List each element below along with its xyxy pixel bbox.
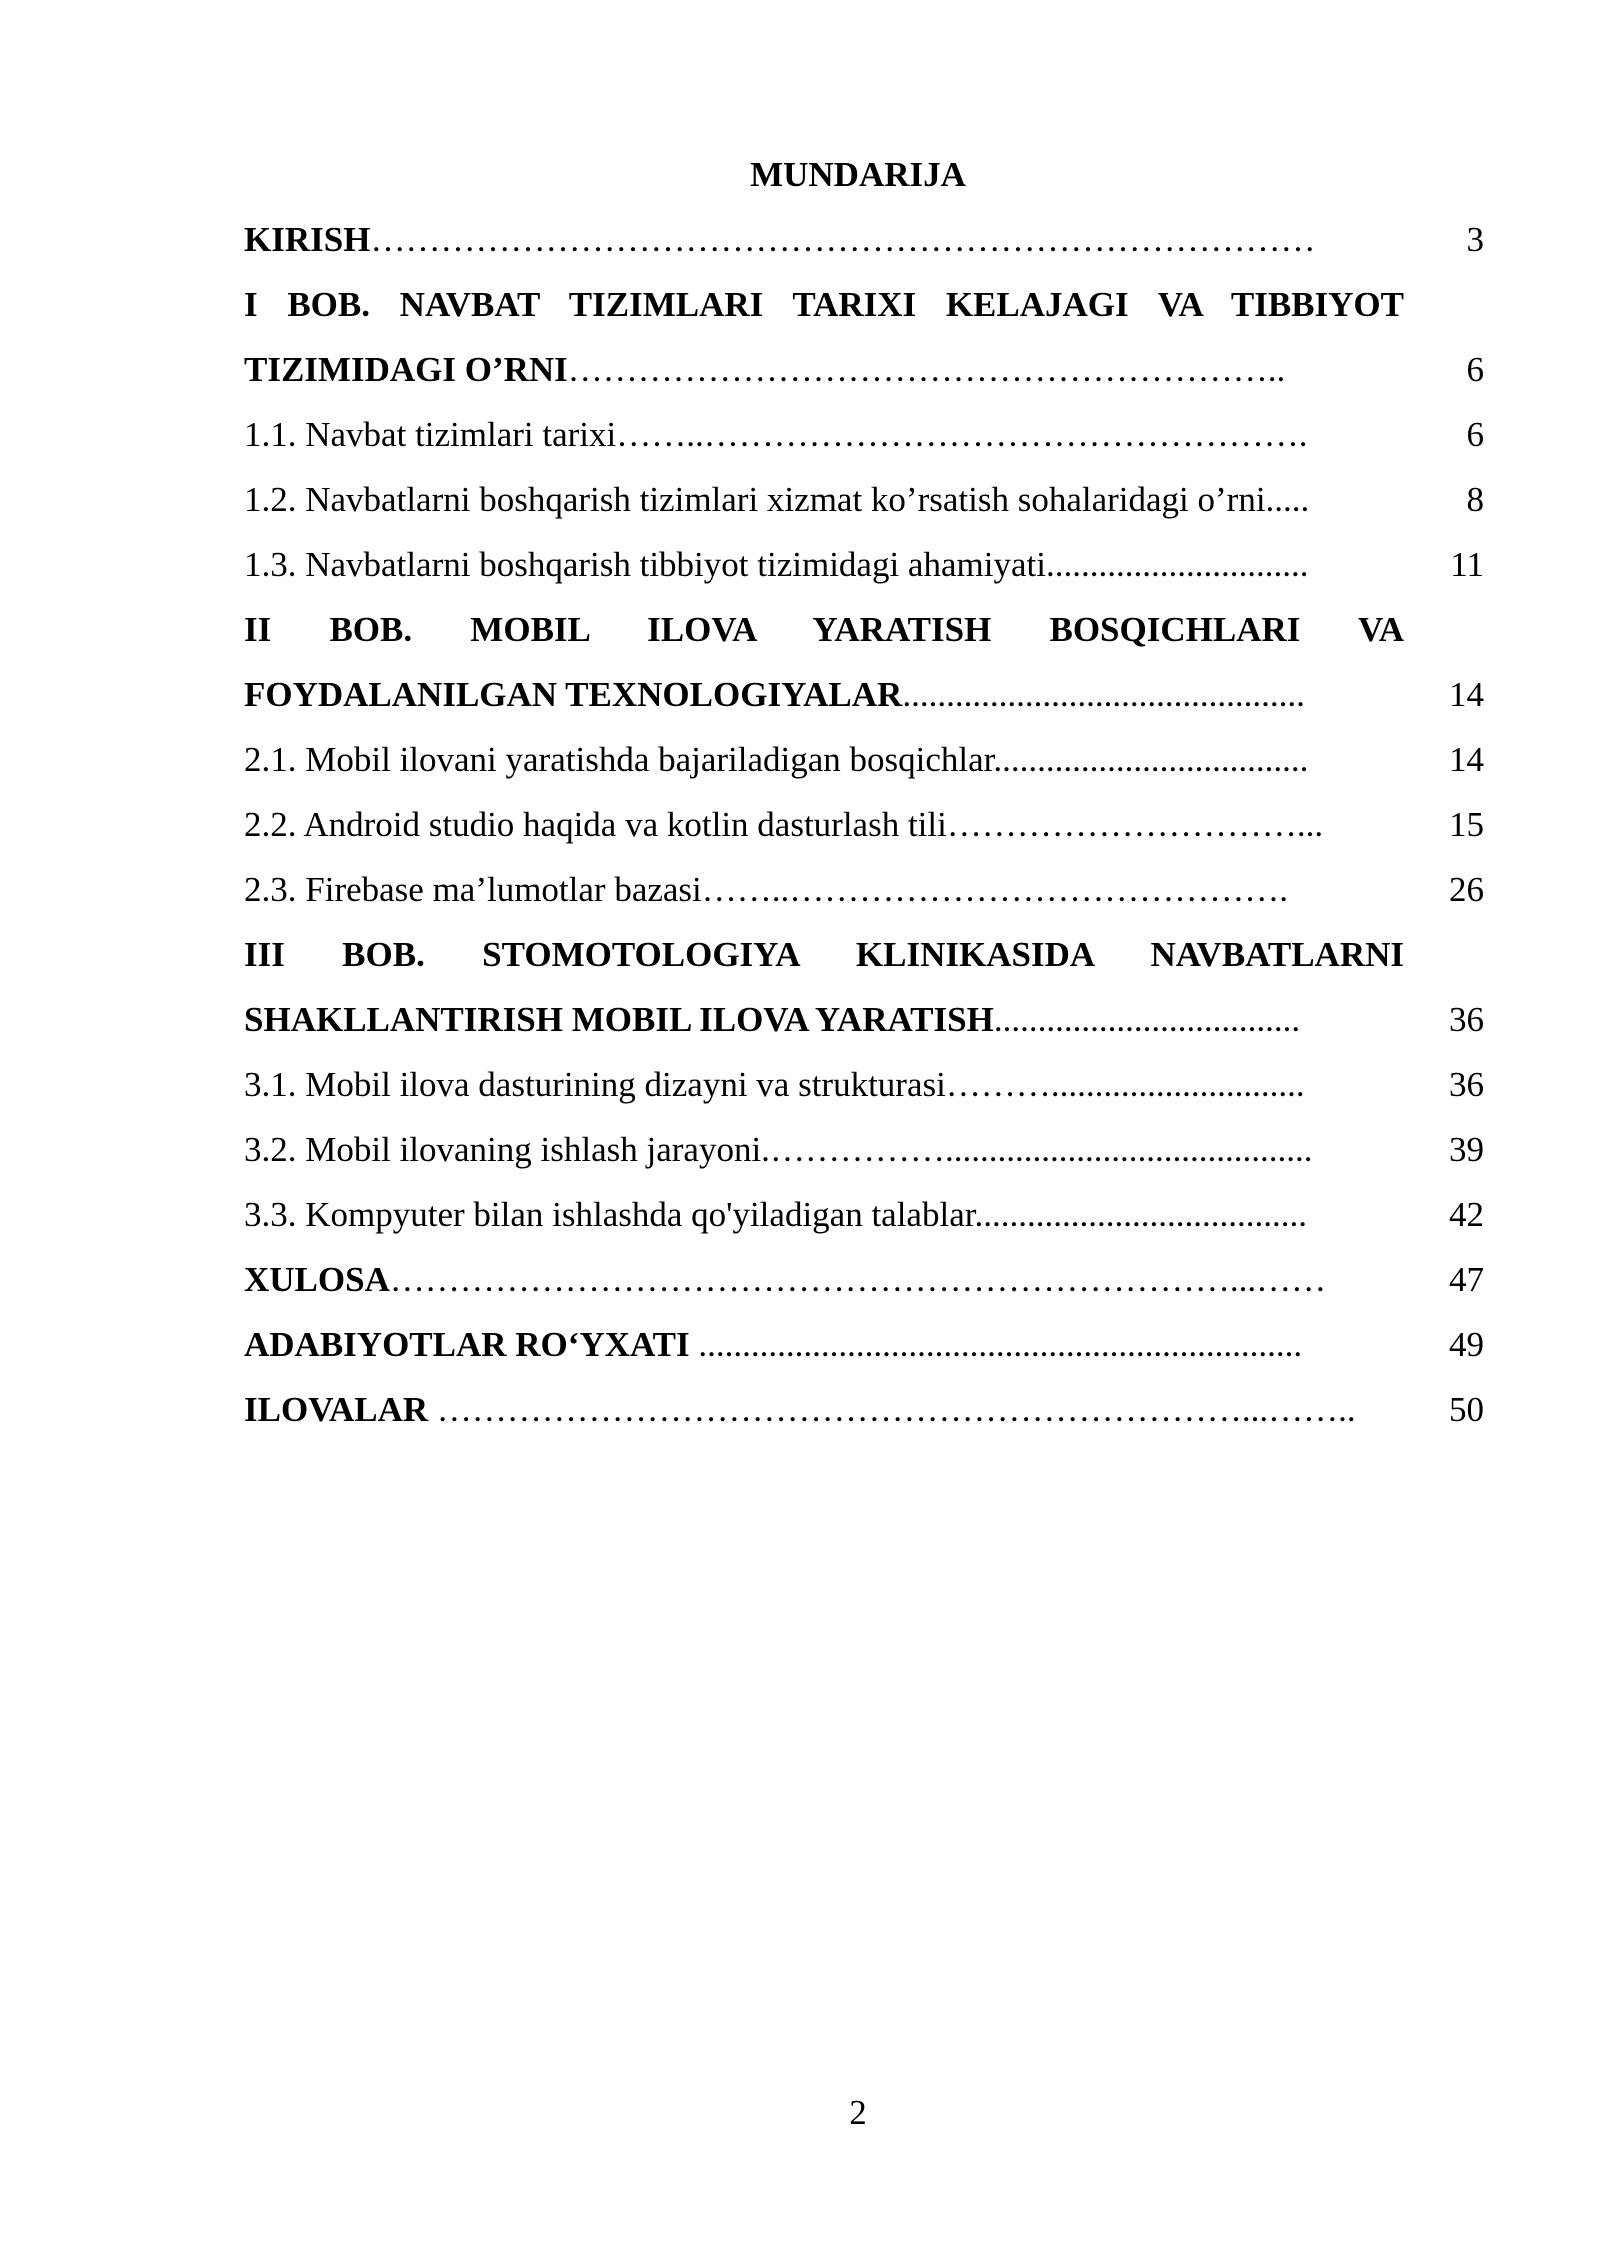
toc-entry <box>244 1060 1484 1125</box>
toc-entry-page-number: 42 <box>1449 1195 1484 1234</box>
toc-entry <box>244 865 1484 930</box>
toc-entry-title: SHAKLLANTIRISH MOBIL ILOVA YARATISH <box>244 1000 994 1039</box>
toc-entry <box>244 540 1484 605</box>
toc-entry-title: I BOB. NAVBAT TIZIMLARI TARIXI KELAJAGI VA TIBBIYOT <box>244 285 1404 324</box>
toc-entry <box>244 995 1484 1060</box>
toc-entry <box>244 670 1484 735</box>
toc-entry <box>244 410 1484 475</box>
toc-entry-title: 3.3. Kompyuter bilan ishlashda qo'yiladigan talablar <box>244 1195 975 1234</box>
toc-entry <box>244 345 1484 410</box>
toc-entry-title: ADABIYOTLAR RO‘YXATI <box>244 1325 690 1364</box>
toc-entry <box>244 1125 1484 1190</box>
toc-entry <box>244 280 1484 345</box>
toc-entry-text <box>244 410 1404 460</box>
toc-entry-text <box>244 995 1404 1045</box>
toc-entry <box>244 930 1484 995</box>
toc-entry-text <box>244 1190 1404 1240</box>
toc-entry <box>244 605 1484 670</box>
toc-entry-text <box>244 670 1404 720</box>
toc-entry-text <box>244 1320 1404 1370</box>
toc-entry-title: III BOB. STOMOTOLOGIYA KLINIKASIDA NAVBATLARNI <box>244 935 1404 974</box>
toc-entry-text <box>244 215 1404 265</box>
toc-entry-leader: ................................... <box>993 1000 1301 1039</box>
toc-entry-page-number: 15 <box>1449 805 1484 844</box>
toc-entry-title: 3.2. Mobil ilovaning ishlash jarayoni. <box>244 1130 770 1169</box>
toc-entry-page-number: 14 <box>1449 675 1484 714</box>
toc-entry <box>244 1255 1484 1320</box>
toc-entry-page-number: 39 <box>1449 1130 1484 1169</box>
toc-entry-leader: ..................................................................... <box>689 1325 1303 1364</box>
toc-entry-page-number: 8 <box>1466 480 1484 519</box>
toc-entry <box>244 1320 1484 1385</box>
toc-entry-title: ILOVALAR <box>244 1390 429 1429</box>
toc-entry-page-number: 36 <box>1449 1065 1484 1104</box>
toc-entry-title: 2.1. Mobil ilovani yaratishda bajariladigan bosqichlar <box>244 740 994 779</box>
toc-entry-text <box>244 345 1404 395</box>
toc-entry-title: FOYDALANILGAN TEXNOLOGIYALAR <box>244 675 903 714</box>
toc-entry-page-number: 49 <box>1449 1325 1484 1364</box>
toc-entry-title: 1.2. Navbatlarni boshqarish tizimlari xizmat ko’rsatish sohalaridagi o’rni <box>244 480 1266 519</box>
toc-entry-leader: ……..……………………………………. <box>701 870 1289 909</box>
toc-entry-text <box>244 605 1404 655</box>
page-number: 2 <box>849 2093 867 2132</box>
toc-entry-title: 2.2. Android studio haqida va kotlin dasturlash tili <box>244 805 947 844</box>
toc-entry-leader: ……..……………………………………………. <box>616 415 1308 454</box>
toc-entry-text <box>244 800 1404 850</box>
toc-entry-leader: .................................... <box>993 740 1309 779</box>
toc-entry-text <box>244 1385 1404 1435</box>
toc-entry-page-number: 14 <box>1449 740 1484 779</box>
toc-entry-text <box>244 1125 1404 1175</box>
toc-entry-page-number: 6 <box>1466 415 1484 454</box>
toc-entry-leader: ……………………………………………………………...…….. <box>428 1390 1356 1429</box>
toc-entry-page-number: 26 <box>1449 870 1484 909</box>
toc-entry <box>244 215 1484 280</box>
toc-entry-page-number: 6 <box>1466 350 1484 389</box>
toc-entry-title: KIRISH <box>244 220 371 259</box>
toc-entry-text <box>244 865 1404 915</box>
toc-entry-text <box>244 735 1404 785</box>
toc-entry-leader: ...................................... <box>974 1195 1307 1234</box>
table-of-contents <box>244 215 1484 1450</box>
toc-entry-leader: …………………………... <box>946 805 1324 844</box>
toc-entry-leader: ……………………………………………………………………… <box>370 220 1316 259</box>
toc-entry <box>244 1385 1484 1450</box>
toc-entry-leader: ………............................. <box>945 1065 1305 1104</box>
toc-entry-leader: ..... <box>1265 480 1310 519</box>
toc-entry-page-number: 3 <box>1466 220 1484 259</box>
toc-entry-text <box>244 475 1404 525</box>
toc-entry-text <box>244 280 1404 330</box>
toc-entry-page-number: 47 <box>1449 1260 1484 1299</box>
toc-entry-text <box>244 1060 1404 1110</box>
toc-entry-leader: .............................................. <box>902 675 1305 714</box>
toc-entry-text <box>244 930 1404 980</box>
toc-entry-page-number: 36 <box>1449 1000 1484 1039</box>
toc-entry-leader: ………………………………………………………………...…… <box>389 1260 1327 1299</box>
toc-entry-leader: …………………………………………………….. <box>567 350 1286 389</box>
toc-entry-title: XULOSA <box>244 1260 390 1299</box>
toc-entry-leader: .............................. <box>1045 545 1309 584</box>
toc-entry <box>244 735 1484 800</box>
toc-entry-text <box>244 1255 1404 1305</box>
toc-entry-title: TIZIMIDAGI O’RNI <box>244 350 568 389</box>
toc-entry <box>244 1190 1484 1255</box>
toc-entry-title: 2.3. Firebase ma’lumotlar bazasi <box>244 870 702 909</box>
toc-entry-leader: …………….......................................... <box>769 1130 1313 1169</box>
toc-entry-title: 1.3. Navbatlarni boshqarish tibbiyot tizimidagi ahamiyati <box>244 545 1046 584</box>
toc-entry-text <box>244 540 1404 590</box>
toc-entry-title: II BOB. MOBIL ILOVA YARATISH BOSQICHLARI VA <box>244 610 1404 649</box>
toc-entry-title: 3.1. Mobil ilova dasturining dizayni va strukturasi <box>244 1065 946 1104</box>
toc-entry <box>244 475 1484 540</box>
toc-entry-page-number: 50 <box>1449 1390 1484 1429</box>
toc-entry-page-number: 11 <box>1450 545 1484 584</box>
toc-entry <box>244 800 1484 865</box>
toc-entry-title: 1.1. Navbat tizimlari tarixi <box>244 415 617 454</box>
toc-title: MUNDARIJA <box>750 155 966 194</box>
